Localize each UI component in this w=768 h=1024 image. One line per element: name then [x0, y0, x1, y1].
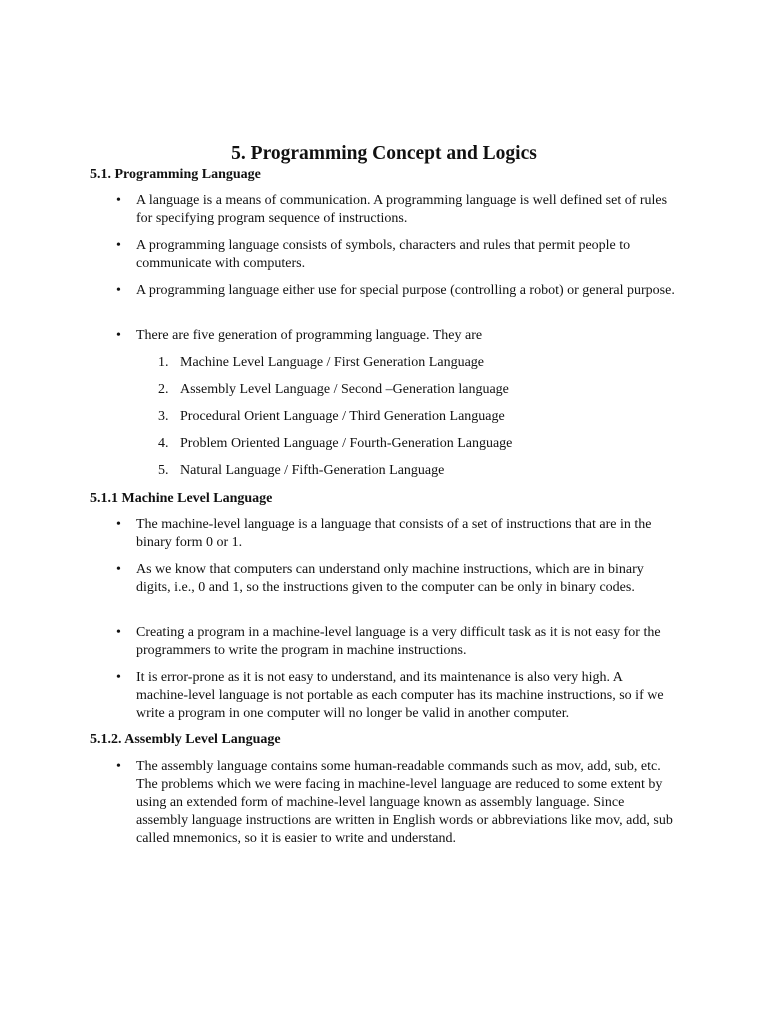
bullet-glyph: • — [116, 193, 121, 208]
list-number: 4. — [158, 436, 169, 451]
bullet-glyph: • — [116, 670, 121, 685]
bullet-text: There are five generation of programming language. They are — [136, 328, 483, 343]
list-number: 3. — [158, 409, 169, 424]
bullet-text: As we know that computers can understand only machine instructions, which are in binary digits, i.e., 0 and 1, so the instructions given to the computer can be only in binary codes. — [136, 562, 644, 595]
bullet-text: A language is a means of communication. A programming language is well defined set of rules for specifying program sequence of instructions. — [136, 193, 668, 226]
bullet-text: A programming language consists of symbols, characters and rules that permit people to communicate with computers. — [136, 238, 631, 271]
bullet-glyph: • — [116, 238, 121, 253]
document-title: 5. Programming Concept and Logics — [231, 143, 537, 164]
list-text: Problem Oriented Language / Fourth-Generation Language — [180, 436, 513, 451]
bullet-text: Creating a program in a machine-level language is a very difficult task as it is not easy for the programmers to write the program in machine instructions. — [136, 625, 661, 658]
list-text: Assembly Level Language / Second –Generation language — [180, 382, 509, 397]
bullet-glyph: • — [116, 328, 121, 343]
bullet-text: A programming language either use for special purpose (controlling a robot) or general purpose. — [136, 283, 675, 298]
list-number: 2. — [158, 382, 169, 397]
bullet-text: It is error-prone as it is not easy to understand, and its maintenance is also very high. A machine-level language is not portable as each computer has its machine instructions, so if we write a program in one computer will no longer be valid in another computer. — [136, 670, 664, 721]
bullet-glyph: • — [116, 759, 121, 774]
bullet-glyph: • — [116, 283, 121, 298]
list-text: Procedural Orient Language / Third Generation Language — [180, 409, 505, 424]
bullet-text: The assembly language contains some human-readable commands such as mov, add, sub, etc. The problems which we were facing in machine-level language are reduced to some extent by using an extended form of machine-level language known as assembly language. Since assembly language instructions are written in English words or abbreviations like mov, add, sub called mnemonics, so it is easier to write and understand. — [136, 759, 673, 846]
section-heading-machine-level-language: 5.1.1 Machine Level Language — [90, 491, 273, 506]
list-text: Machine Level Language / First Generation Language — [180, 355, 484, 370]
bullet-glyph: • — [116, 517, 121, 532]
section-heading-assembly-level-language: 5.1.2. Assembly Level Language — [90, 732, 281, 747]
section-heading-programming-language: 5.1. Programming Language — [90, 167, 261, 182]
bullet-glyph: • — [116, 625, 121, 640]
list-number: 1. — [158, 355, 169, 370]
bullet-glyph: • — [116, 562, 121, 577]
bullet-text: The machine-level language is a language that consists of a set of instructions that are in the binary form 0 or 1. — [136, 517, 652, 550]
list-number: 5. — [158, 463, 169, 478]
list-text: Natural Language / Fifth-Generation Language — [180, 463, 445, 478]
